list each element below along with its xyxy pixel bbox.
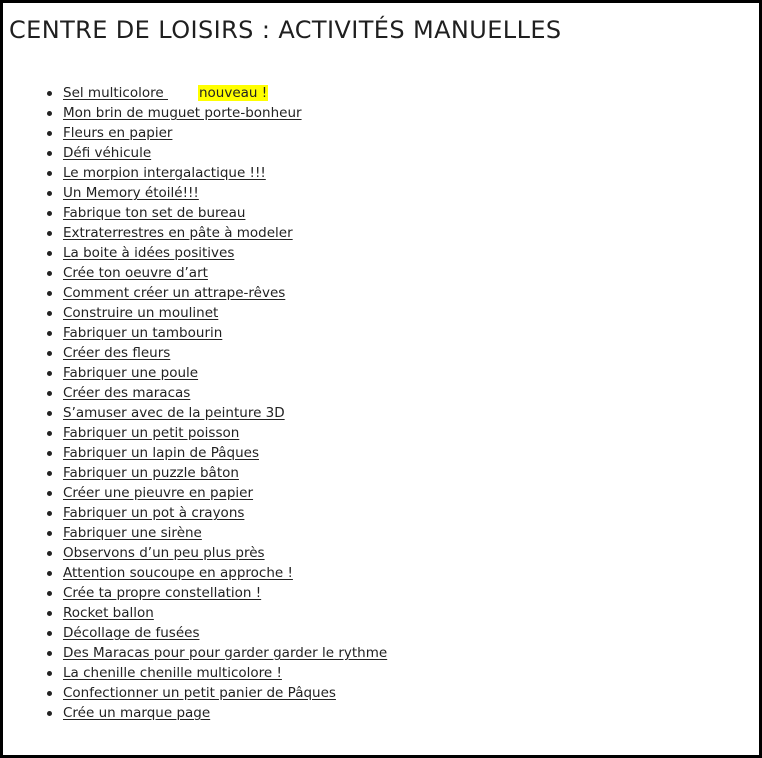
activity-link[interactable]: Crée un marque page bbox=[63, 705, 211, 721]
list-item bbox=[63, 203, 387, 223]
list-item bbox=[63, 543, 387, 563]
activity-link[interactable]: Fabriquer un lapin de Pâques bbox=[63, 445, 259, 461]
bullet-icon bbox=[47, 271, 52, 276]
bullet-icon bbox=[47, 111, 52, 116]
activity-link[interactable]: Des Maracas pour pour garder garder le rythme bbox=[63, 645, 388, 661]
activity-link[interactable]: Comment créer un attrape-rêves bbox=[63, 285, 286, 301]
activity-link[interactable]: Fabriquer un pot à crayons bbox=[63, 505, 245, 521]
activity-link[interactable]: Fleurs en papier bbox=[63, 125, 173, 141]
list-item bbox=[63, 583, 387, 603]
list-item bbox=[63, 223, 387, 243]
bullet-icon bbox=[47, 571, 52, 576]
activity-link[interactable]: Crée ta propre constellation ! bbox=[63, 585, 262, 601]
bullet-icon bbox=[47, 351, 52, 356]
bullet-icon bbox=[47, 671, 52, 676]
bullet-icon bbox=[47, 711, 52, 716]
activity-link[interactable]: Observons d’un peu plus près bbox=[63, 545, 265, 561]
activity-link[interactable]: La boite à idées positives bbox=[63, 245, 235, 261]
new-badge: nouveau ! bbox=[198, 85, 268, 101]
activity-link[interactable]: Fabriquer un petit poisson bbox=[63, 425, 240, 441]
activity-link[interactable]: Le morpion intergalactique !!! bbox=[63, 165, 266, 181]
activity-link[interactable]: Fabriquer un tambourin bbox=[63, 325, 223, 341]
bullet-icon bbox=[47, 311, 52, 316]
list-item bbox=[63, 323, 387, 343]
activity-link[interactable]: Fabrique ton set de bureau bbox=[63, 205, 246, 221]
list-item bbox=[63, 503, 387, 523]
activity-link[interactable]: S’amuser avec de la peinture 3D bbox=[63, 405, 285, 421]
bullet-icon bbox=[47, 651, 52, 656]
list-item bbox=[63, 643, 387, 663]
activity-link[interactable]: Créer des fleurs bbox=[63, 345, 171, 361]
activity-link[interactable]: Créer des maracas bbox=[63, 385, 191, 401]
bullet-icon bbox=[47, 211, 52, 216]
activity-link[interactable]: La chenille chenille multicolore ! bbox=[63, 665, 282, 681]
bullet-icon bbox=[47, 131, 52, 136]
list-item bbox=[63, 143, 387, 163]
bullet-icon bbox=[47, 431, 52, 436]
list-item bbox=[63, 663, 387, 683]
bullet-icon bbox=[47, 491, 52, 496]
list-item bbox=[63, 263, 387, 283]
activity-link[interactable]: Créer une pieuvre en papier bbox=[63, 485, 254, 501]
list-item bbox=[63, 423, 387, 443]
list-item bbox=[63, 303, 387, 323]
list-item bbox=[63, 443, 387, 463]
activity-link[interactable]: Sel multicolore bbox=[63, 85, 168, 101]
list-item bbox=[63, 103, 387, 123]
activity-list bbox=[63, 83, 387, 723]
bullet-icon bbox=[47, 551, 52, 556]
bullet-icon bbox=[47, 191, 52, 196]
list-item bbox=[63, 163, 387, 183]
activity-link[interactable]: Mon brin de muguet porte-bonheur bbox=[63, 105, 302, 121]
list-item bbox=[63, 383, 387, 403]
bullet-icon bbox=[47, 511, 52, 516]
list-item bbox=[63, 403, 387, 423]
bullet-icon bbox=[47, 591, 52, 596]
list-item bbox=[63, 283, 387, 303]
bullet-icon bbox=[47, 291, 52, 296]
list-item bbox=[63, 623, 387, 643]
bullet-icon bbox=[47, 371, 52, 376]
bullet-icon bbox=[47, 91, 52, 96]
list-item bbox=[63, 563, 387, 583]
list-item bbox=[63, 483, 387, 503]
activity-link[interactable]: Défi véhicule bbox=[63, 145, 152, 161]
list-item bbox=[63, 463, 387, 483]
list-item bbox=[63, 703, 387, 723]
bullet-icon bbox=[47, 231, 52, 236]
bullet-icon bbox=[47, 691, 52, 696]
activity-link[interactable]: Fabriquer un puzzle bâton bbox=[63, 465, 239, 481]
activity-link[interactable]: Fabriquer une sirène bbox=[63, 525, 202, 541]
bullet-icon bbox=[47, 631, 52, 636]
bullet-icon bbox=[47, 251, 52, 256]
bullet-icon bbox=[47, 171, 52, 176]
bullet-icon bbox=[47, 611, 52, 616]
bullet-icon bbox=[47, 471, 52, 476]
list-item bbox=[63, 183, 387, 203]
bullet-icon bbox=[47, 331, 52, 336]
activity-link[interactable]: Un Memory étoilé!!! bbox=[63, 185, 199, 201]
activity-link[interactable]: Extraterrestres en pâte à modeler bbox=[63, 225, 293, 241]
activity-link[interactable]: Rocket ballon bbox=[63, 605, 154, 621]
list-item bbox=[63, 523, 387, 543]
bullet-icon bbox=[47, 151, 52, 156]
activity-link[interactable]: Décollage de fusées bbox=[63, 625, 200, 641]
bullet-icon bbox=[47, 391, 52, 396]
list-item bbox=[63, 243, 387, 263]
activity-link[interactable]: Crée ton oeuvre d’art bbox=[63, 265, 208, 281]
activity-link[interactable]: Fabriquer une poule bbox=[63, 365, 199, 381]
bullet-icon bbox=[47, 411, 52, 416]
bullet-icon bbox=[47, 451, 52, 456]
list-item bbox=[63, 343, 387, 363]
page-title: CENTRE DE LOISIRS : ACTIVITÉS MANUELLES bbox=[9, 16, 562, 44]
list-item bbox=[63, 83, 387, 103]
list-item bbox=[63, 123, 387, 143]
activity-link[interactable]: Confectionner un petit panier de Pâques bbox=[63, 685, 336, 701]
list-item bbox=[63, 683, 387, 703]
activity-link[interactable]: Construire un moulinet bbox=[63, 305, 219, 321]
list-item bbox=[63, 603, 387, 623]
bullet-icon bbox=[47, 531, 52, 536]
list-item bbox=[63, 363, 387, 383]
activity-link[interactable]: Attention soucoupe en approche ! bbox=[63, 565, 293, 581]
